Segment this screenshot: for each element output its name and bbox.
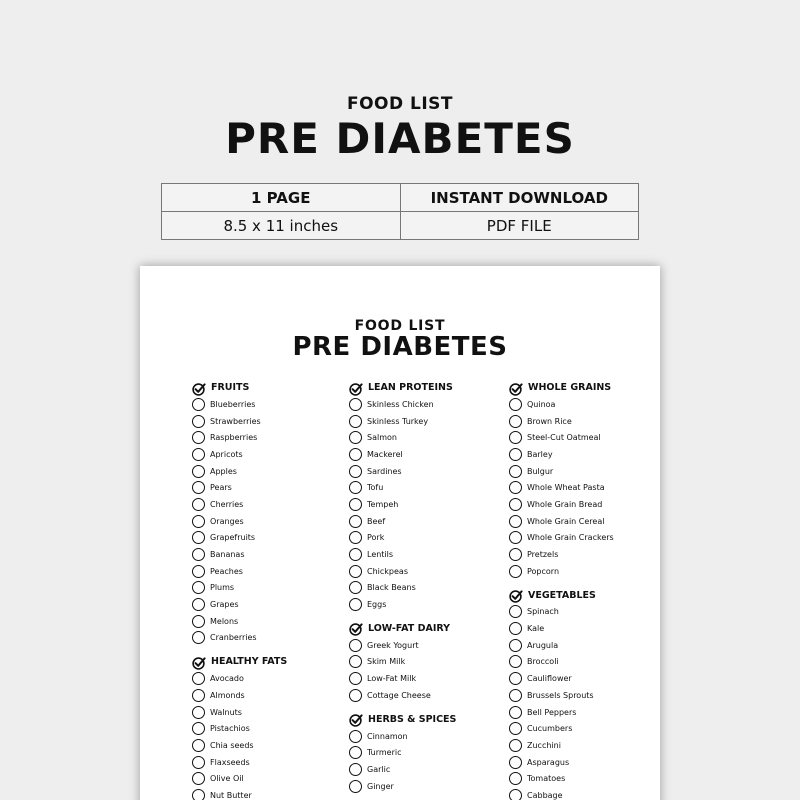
food-category xyxy=(349,379,456,613)
food-category xyxy=(349,711,456,795)
empty-circle-checkbox-icon xyxy=(349,465,362,478)
empty-circle-checkbox-icon xyxy=(192,689,205,702)
checklist-item xyxy=(509,479,614,496)
empty-circle-checkbox-icon xyxy=(349,448,362,461)
checklist-item xyxy=(192,513,287,530)
checklist-item xyxy=(192,596,287,613)
checklist-item xyxy=(192,463,287,480)
checklist-item xyxy=(509,446,614,463)
checklist-item xyxy=(192,630,287,647)
empty-circle-checkbox-icon xyxy=(509,722,522,735)
checklist-item xyxy=(349,670,456,687)
empty-circle-checkbox-icon xyxy=(349,655,362,668)
checklist-item xyxy=(509,770,614,787)
checklist-item-label: Zucchini xyxy=(527,740,561,750)
food-category xyxy=(509,587,614,800)
checklist-item-label: Eggs xyxy=(367,600,387,610)
checklist-item xyxy=(349,496,456,513)
checklist-item-label: Brown Rice xyxy=(527,416,572,426)
page-subtitle: FOOD LIST xyxy=(346,94,454,114)
checked-circle-icon xyxy=(349,381,363,395)
checklist-item-label: Kale xyxy=(527,624,545,634)
checklist-item-label: Pistachios xyxy=(210,724,250,734)
checklist-item-label: Avocado xyxy=(210,674,244,684)
checked-circle-icon xyxy=(349,621,363,635)
category-heading xyxy=(349,711,456,728)
category-heading-label: WHOLE GRAINS xyxy=(528,382,612,393)
checklist-item xyxy=(509,737,614,754)
empty-circle-checkbox-icon xyxy=(509,655,522,668)
empty-circle-checkbox-icon xyxy=(509,772,522,785)
empty-circle-checkbox-icon xyxy=(349,763,362,776)
checklist-item-label: Peaches xyxy=(210,566,243,576)
empty-circle-checkbox-icon xyxy=(192,615,205,628)
checklist-item-label: Cucumbers xyxy=(527,724,573,734)
empty-circle-checkbox-icon xyxy=(349,672,362,685)
empty-circle-checkbox-icon xyxy=(349,481,362,494)
checklist-item-label: Tomatoes xyxy=(527,774,566,784)
checklist-item-label: Ginger xyxy=(367,781,394,791)
checklist-item xyxy=(509,720,614,737)
empty-circle-checkbox-icon xyxy=(509,548,522,561)
checklist-item-label: Olive Oil xyxy=(210,774,244,784)
empty-circle-checkbox-icon xyxy=(349,746,362,759)
empty-circle-checkbox-icon xyxy=(349,398,362,411)
document-preview-sheet xyxy=(140,266,660,800)
empty-circle-checkbox-icon xyxy=(509,431,522,444)
empty-circle-checkbox-icon xyxy=(509,622,522,635)
checklist-item-label: Cinnamon xyxy=(367,731,408,741)
empty-circle-checkbox-icon xyxy=(192,448,205,461)
checklist-item xyxy=(349,637,456,654)
info-format: PDF FILE xyxy=(400,212,639,240)
food-column-2 xyxy=(349,379,456,800)
food-column-1 xyxy=(192,379,287,800)
empty-circle-checkbox-icon xyxy=(192,548,205,561)
checklist-item xyxy=(509,563,614,580)
empty-circle-checkbox-icon xyxy=(192,581,205,594)
food-column-3 xyxy=(509,379,614,800)
empty-circle-checkbox-icon xyxy=(509,756,522,769)
checked-circle-icon xyxy=(349,712,363,726)
checklist-item-label: Greek Yogurt xyxy=(367,640,419,650)
checklist-item-label: Bananas xyxy=(210,550,245,560)
checklist-item-label: Cherries xyxy=(210,499,244,509)
checklist-item xyxy=(509,463,614,480)
checklist-item-label: Mackerel xyxy=(367,449,403,459)
checklist-item xyxy=(509,637,614,654)
empty-circle-checkbox-icon xyxy=(509,672,522,685)
checklist-item xyxy=(509,787,614,800)
checklist-item-label: Pears xyxy=(210,483,232,493)
info-download: INSTANT DOWNLOAD xyxy=(400,184,639,212)
checklist-item xyxy=(509,704,614,721)
checklist-item-label: Pork xyxy=(367,533,385,543)
checklist-item xyxy=(192,563,287,580)
info-row xyxy=(162,212,639,240)
checklist-item xyxy=(349,413,456,430)
checklist-item xyxy=(349,654,456,671)
checklist-item-label: Black Beans xyxy=(367,583,416,593)
checklist-item-label: Quinoa xyxy=(527,399,556,409)
info-pages: 1 PAGE xyxy=(162,184,401,212)
empty-circle-checkbox-icon xyxy=(509,531,522,544)
checklist-item-label: Nut Butter xyxy=(210,790,252,800)
checklist-item-label: Cauliflower xyxy=(527,674,572,684)
checklist-item xyxy=(349,687,456,704)
checklist-item xyxy=(349,530,456,547)
checklist-item-label: Skim Milk xyxy=(367,657,406,667)
checklist-item-label: Chickpeas xyxy=(367,566,408,576)
checklist-item-label: Turmeric xyxy=(367,748,402,758)
checklist-item-label: Apples xyxy=(210,466,237,476)
checklist-item-label: Apricots xyxy=(210,449,243,459)
checklist-item xyxy=(192,496,287,513)
empty-circle-checkbox-icon xyxy=(192,672,205,685)
checklist-item xyxy=(349,446,456,463)
category-heading-label: LEAN PROTEINS xyxy=(368,382,453,393)
checklist-item xyxy=(349,546,456,563)
checklist-item xyxy=(349,513,456,530)
checklist-item-label: Raspberries xyxy=(210,433,258,443)
checklist-item xyxy=(509,413,614,430)
checklist-item-label: Cabbage xyxy=(527,790,563,800)
checklist-item-label: Strawberries xyxy=(210,416,261,426)
checklist-item xyxy=(192,580,287,597)
checked-circle-icon xyxy=(509,381,523,395)
checklist-item xyxy=(509,654,614,671)
checklist-item xyxy=(192,446,287,463)
empty-circle-checkbox-icon xyxy=(509,605,522,618)
checklist-item-label: Lentils xyxy=(367,550,394,560)
checklist-item-label: Whole Grain Bread xyxy=(527,499,603,509)
checklist-item-label: Asparagus xyxy=(527,757,570,767)
checklist-item xyxy=(192,396,287,413)
checklist-item xyxy=(509,670,614,687)
category-heading xyxy=(509,379,614,396)
empty-circle-checkbox-icon xyxy=(349,548,362,561)
checklist-item xyxy=(192,530,287,547)
checklist-item xyxy=(192,479,287,496)
checklist-item xyxy=(509,429,614,446)
empty-circle-checkbox-icon xyxy=(349,780,362,793)
empty-circle-checkbox-icon xyxy=(349,581,362,594)
checklist-item-label: Whole Grain Cereal xyxy=(527,516,605,526)
checklist-item xyxy=(192,787,287,800)
category-heading-label: HEALTHY FATS xyxy=(211,656,288,668)
page-title: PRE DIABETES xyxy=(225,114,575,163)
checklist-item xyxy=(349,479,456,496)
checklist-item-label: Tofu xyxy=(367,483,384,493)
empty-circle-checkbox-icon xyxy=(509,689,522,702)
checklist-item xyxy=(509,604,614,621)
empty-circle-checkbox-icon xyxy=(192,598,205,611)
empty-circle-checkbox-icon xyxy=(509,789,522,800)
checklist-item xyxy=(509,546,614,563)
empty-circle-checkbox-icon xyxy=(192,498,205,511)
checklist-item xyxy=(509,513,614,530)
empty-circle-checkbox-icon xyxy=(509,498,522,511)
empty-circle-checkbox-icon xyxy=(192,431,205,444)
empty-circle-checkbox-icon xyxy=(349,730,362,743)
checklist-item-label: Bell Peppers xyxy=(527,707,577,717)
checklist-item xyxy=(349,744,456,761)
empty-circle-checkbox-icon xyxy=(509,465,522,478)
empty-circle-checkbox-icon xyxy=(509,448,522,461)
empty-circle-checkbox-icon xyxy=(509,398,522,411)
empty-circle-checkbox-icon xyxy=(509,565,522,578)
checklist-item xyxy=(192,687,287,704)
checklist-item xyxy=(192,754,287,771)
checklist-item xyxy=(192,546,287,563)
checklist-item-label: Cranberries xyxy=(210,633,257,643)
food-category xyxy=(509,379,614,580)
empty-circle-checkbox-icon xyxy=(349,598,362,611)
empty-circle-checkbox-icon xyxy=(192,772,205,785)
category-heading xyxy=(509,587,614,604)
category-heading xyxy=(192,653,287,670)
checklist-item xyxy=(349,761,456,778)
checked-circle-icon xyxy=(192,655,206,669)
empty-circle-checkbox-icon xyxy=(349,431,362,444)
checklist-item-label: Plums xyxy=(210,583,235,593)
food-category xyxy=(192,653,287,800)
empty-circle-checkbox-icon xyxy=(192,789,205,800)
checklist-item xyxy=(349,580,456,597)
checked-circle-icon xyxy=(192,381,206,395)
empty-circle-checkbox-icon xyxy=(192,465,205,478)
empty-circle-checkbox-icon xyxy=(349,498,362,511)
checklist-item-label: Whole Grain Crackers xyxy=(527,533,614,543)
checklist-item-label: Tempeh xyxy=(367,499,399,509)
checklist-item-label: Oranges xyxy=(210,516,244,526)
empty-circle-checkbox-icon xyxy=(192,631,205,644)
category-heading xyxy=(349,379,456,396)
checked-circle-icon xyxy=(509,588,523,602)
checklist-item xyxy=(192,670,287,687)
checklist-item xyxy=(192,704,287,721)
checklist-item-label: Barley xyxy=(527,449,553,459)
category-heading xyxy=(349,620,456,637)
checklist-item-label: Walnuts xyxy=(210,707,242,717)
empty-circle-checkbox-icon xyxy=(509,515,522,528)
checklist-item xyxy=(509,496,614,513)
checklist-item-label: Popcorn xyxy=(527,566,560,576)
checklist-item-label: Skinless Chicken xyxy=(367,399,434,409)
empty-circle-checkbox-icon xyxy=(349,515,362,528)
empty-circle-checkbox-icon xyxy=(192,756,205,769)
checklist-item xyxy=(192,429,287,446)
checklist-item xyxy=(509,754,614,771)
empty-circle-checkbox-icon xyxy=(192,706,205,719)
info-row xyxy=(162,184,639,212)
empty-circle-checkbox-icon xyxy=(192,531,205,544)
checklist-item-label: Flaxseeds xyxy=(210,757,250,767)
category-heading-label: VEGETABLES xyxy=(528,589,596,601)
empty-circle-checkbox-icon xyxy=(192,398,205,411)
empty-circle-checkbox-icon xyxy=(509,739,522,752)
empty-circle-checkbox-icon xyxy=(509,639,522,652)
category-heading-label: HERBS & SPICES xyxy=(368,713,457,725)
checklist-item-label: Bulgur xyxy=(527,466,554,476)
checklist-item xyxy=(349,429,456,446)
checklist-item-label: Whole Wheat Pasta xyxy=(527,483,605,493)
food-category xyxy=(349,620,456,704)
checklist-item-label: Spinach xyxy=(527,607,559,617)
checklist-item xyxy=(509,620,614,637)
checklist-item xyxy=(349,596,456,613)
checklist-item xyxy=(509,530,614,547)
checklist-item-label: Garlic xyxy=(367,764,391,774)
checklist-item-label: Sardines xyxy=(367,466,402,476)
empty-circle-checkbox-icon xyxy=(509,415,522,428)
checklist-item-label: Beef xyxy=(367,516,386,526)
checklist-item xyxy=(509,687,614,704)
empty-circle-checkbox-icon xyxy=(509,481,522,494)
checklist-item-label: Pretzels xyxy=(527,550,559,560)
checklist-item-label: Skinless Turkey xyxy=(367,416,429,426)
category-heading xyxy=(192,379,287,396)
checklist-item xyxy=(192,770,287,787)
checklist-item-label: Chia seeds xyxy=(210,740,254,750)
checklist-item xyxy=(192,413,287,430)
checklist-item xyxy=(349,563,456,580)
empty-circle-checkbox-icon xyxy=(349,565,362,578)
checklist-item-label: Grapefruits xyxy=(210,533,256,543)
checklist-item-label: Brussels Sprouts xyxy=(527,690,594,700)
sheet-subtitle: FOOD LIST xyxy=(354,318,446,334)
checklist-item xyxy=(349,396,456,413)
checklist-item xyxy=(509,396,614,413)
checklist-item-label: Steel-Cut Oatmeal xyxy=(527,433,601,443)
category-heading-label: LOW-FAT DAIRY xyxy=(368,622,451,634)
info-size: 8.5 x 11 inches xyxy=(162,212,401,240)
empty-circle-checkbox-icon xyxy=(349,531,362,544)
checklist-item xyxy=(349,463,456,480)
checklist-item-label: Melons xyxy=(210,616,239,626)
checklist-item xyxy=(349,728,456,745)
checklist-item-label: Blueberries xyxy=(210,399,256,409)
checklist-item-label: Almonds xyxy=(210,690,245,700)
checklist-item xyxy=(192,737,287,754)
empty-circle-checkbox-icon xyxy=(192,481,205,494)
empty-circle-checkbox-icon xyxy=(349,639,362,652)
empty-circle-checkbox-icon xyxy=(192,515,205,528)
food-category xyxy=(192,379,287,646)
checklist-item xyxy=(349,778,456,795)
empty-circle-checkbox-icon xyxy=(509,706,522,719)
empty-circle-checkbox-icon xyxy=(192,415,205,428)
checklist-item xyxy=(192,613,287,630)
checklist-item xyxy=(192,720,287,737)
checklist-item-label: Cottage Cheese xyxy=(367,690,431,700)
checklist-item-label: Broccoli xyxy=(527,657,559,667)
empty-circle-checkbox-icon xyxy=(349,689,362,702)
empty-circle-checkbox-icon xyxy=(192,722,205,735)
sheet-title: PRE DIABETES xyxy=(292,332,508,362)
empty-circle-checkbox-icon xyxy=(192,565,205,578)
checklist-item-label: Salmon xyxy=(367,433,397,443)
empty-circle-checkbox-icon xyxy=(349,415,362,428)
category-heading-label: FRUITS xyxy=(211,382,250,393)
empty-circle-checkbox-icon xyxy=(192,739,205,752)
product-info-table xyxy=(161,183,639,240)
checklist-item-label: Low-Fat Milk xyxy=(367,674,417,684)
checklist-item-label: Grapes xyxy=(210,600,239,610)
checklist-item-label: Arugula xyxy=(527,640,559,650)
